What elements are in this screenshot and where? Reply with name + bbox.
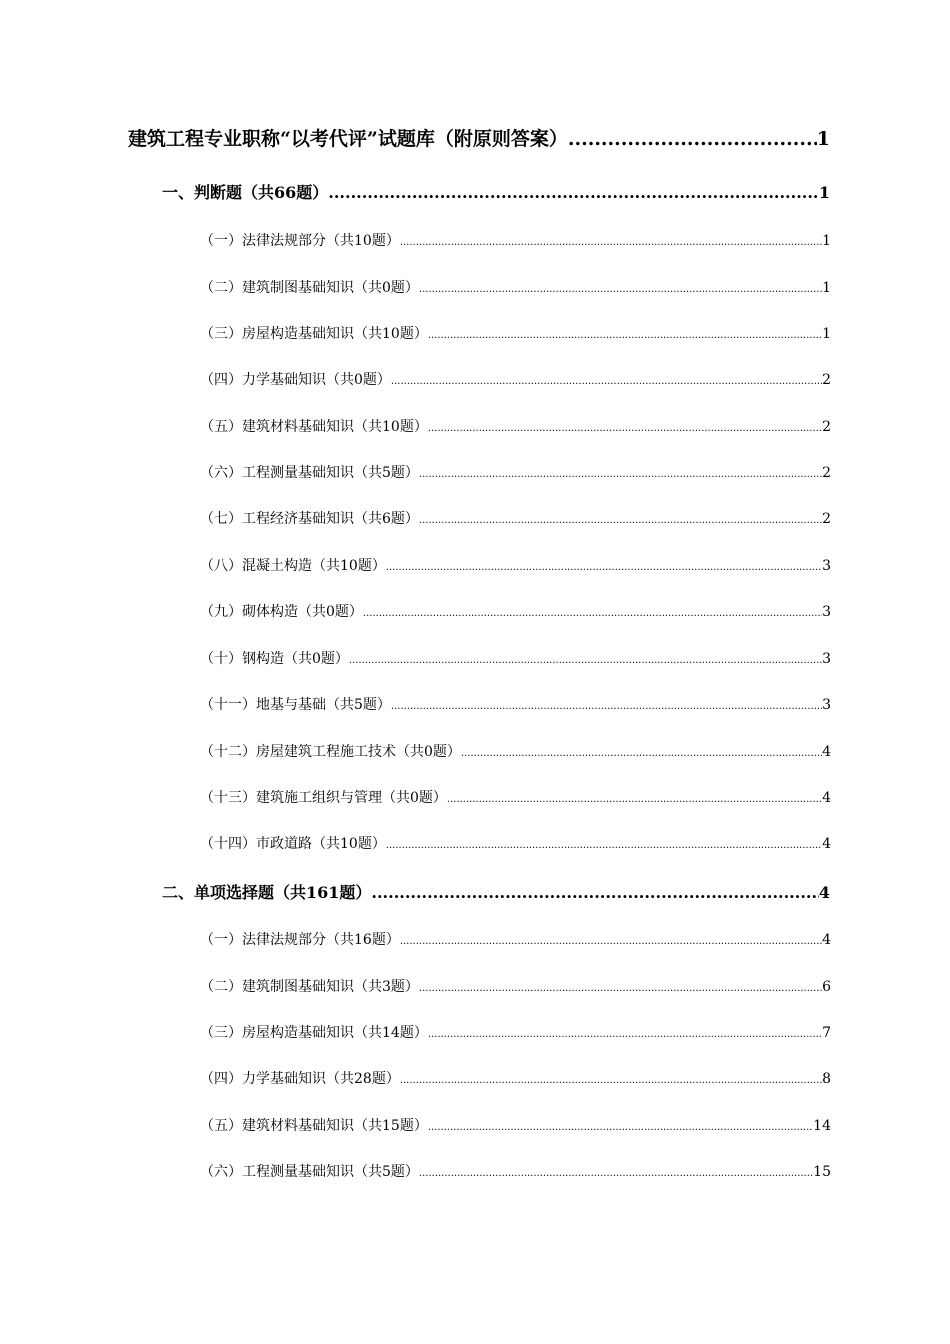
toc-entry-page: 2 [822, 465, 831, 481]
dot-leader [568, 128, 817, 150]
toc-entry[interactable] [200, 1022, 831, 1042]
toc-entry-text: （八）混凝土构造（共10题） [200, 558, 386, 574]
toc-section-text: 一、判断题（共66题） [162, 183, 329, 202]
toc-entry-page: 4 [822, 932, 831, 948]
dot-leader [391, 376, 822, 387]
toc-entry-page: 3 [822, 697, 831, 713]
dot-leader [391, 701, 822, 712]
toc-entry-text: （一）法律法规部分（共10题） [200, 233, 400, 249]
toc-section-page: 4 [818, 883, 830, 902]
toc-entry[interactable] [200, 508, 831, 528]
toc-entry[interactable] [200, 462, 831, 482]
toc-entry-text: （九）砌体构造（共0题） [200, 604, 363, 620]
toc-entry[interactable] [200, 416, 831, 436]
toc-entry-text: （一）法律法规部分（共16题） [200, 932, 400, 948]
toc-entry[interactable] [200, 1161, 831, 1181]
toc-entry-text: （十二）房屋建筑工程施工技术（共0题） [200, 744, 461, 760]
dot-leader [328, 183, 819, 202]
dot-leader [400, 1075, 822, 1086]
toc-entry-text: （五）建筑材料基础知识（共10题） [200, 419, 428, 435]
toc-entry-page: 8 [822, 1071, 831, 1087]
toc-entry[interactable] [200, 929, 831, 949]
toc-entry-page: 15 [813, 1164, 831, 1180]
toc-entry-page: 4 [822, 744, 831, 760]
toc-entry-text: （七）工程经济基础知识（共6题） [200, 511, 419, 527]
toc-entry-text: （六）工程测量基础知识（共5题） [200, 465, 419, 481]
toc-entry[interactable] [200, 741, 831, 761]
dot-leader [386, 562, 822, 573]
toc-entry-text: （三）房屋构造基础知识（共10题） [200, 326, 428, 342]
toc-entry-page: 3 [822, 651, 831, 667]
toc-entry-text: （三）房屋构造基础知识（共14题） [200, 1025, 428, 1041]
dot-leader [419, 469, 822, 480]
toc-entry-text: （五）建筑材料基础知识（共15题） [200, 1118, 428, 1134]
dot-leader [428, 423, 822, 434]
toc-entry-page: 14 [813, 1118, 831, 1134]
dot-leader [400, 936, 822, 947]
toc-entry-page: 4 [822, 790, 831, 806]
dot-leader [419, 1168, 813, 1179]
toc-entry[interactable] [200, 1115, 831, 1135]
dot-leader [363, 608, 822, 619]
toc-entry-page: 1 [822, 326, 831, 342]
toc-entry-page: 3 [822, 558, 831, 574]
toc-entry-page: 2 [822, 511, 831, 527]
dot-leader [349, 655, 822, 666]
toc-entry[interactable] [200, 555, 831, 575]
toc-entry-text: （四）力学基础知识（共28题） [200, 1071, 400, 1087]
toc-entry-text: （二）建筑制图基础知识（共3题） [200, 979, 419, 995]
toc-title-text: 建筑工程专业职称“以考代评”试题库（附原则答案） [128, 128, 568, 150]
dot-leader [428, 330, 822, 341]
toc-entry-page: 6 [822, 979, 831, 995]
toc-entry[interactable] [200, 277, 831, 297]
toc-entry-page: 1 [822, 233, 831, 249]
toc-section-heading[interactable] [162, 880, 830, 903]
dot-leader [428, 1122, 813, 1133]
toc-section-page: 1 [818, 183, 830, 202]
toc-entry[interactable] [200, 1068, 831, 1088]
dot-leader [461, 748, 822, 759]
toc-entry[interactable] [200, 694, 831, 714]
toc-entry[interactable] [200, 976, 831, 996]
toc-title[interactable] [128, 124, 830, 151]
dot-leader [447, 794, 822, 805]
toc-entry-text: （二）建筑制图基础知识（共0题） [200, 280, 419, 296]
toc-entry[interactable] [200, 369, 831, 389]
toc-entry[interactable] [200, 323, 831, 343]
toc-entry-text: （十三）建筑施工组织与管理（共0题） [200, 790, 447, 806]
toc-entry[interactable] [200, 833, 831, 853]
toc-title-page: 1 [816, 128, 830, 150]
toc-entry-text: （十四）市政道路（共10题） [200, 836, 386, 852]
toc-entry-page: 2 [822, 372, 831, 388]
dot-leader [419, 284, 822, 295]
toc-entry-text: （十）钢构造（共0题） [200, 651, 349, 667]
dot-leader [371, 883, 818, 902]
dot-leader [428, 1029, 822, 1040]
toc-entry[interactable] [200, 601, 831, 621]
dot-leader [419, 515, 822, 526]
toc-entry-text: （十一）地基与基础（共5题） [200, 697, 391, 713]
toc-entry[interactable] [200, 230, 831, 250]
toc-entry[interactable] [200, 787, 831, 807]
toc-section-text: 二、单项选择题（共161题） [162, 883, 372, 902]
toc-entry-page: 2 [822, 419, 831, 435]
toc-entry[interactable] [200, 648, 831, 668]
toc-entry-text: （六）工程测量基础知识（共5题） [200, 1164, 419, 1180]
toc-entry-page: 4 [822, 836, 831, 852]
toc-section-heading[interactable] [162, 180, 830, 203]
toc-entry-page: 3 [822, 604, 831, 620]
dot-leader [419, 983, 822, 994]
toc-entry-text: （四）力学基础知识（共0题） [200, 372, 391, 388]
dot-leader [400, 237, 822, 248]
toc-entry-page: 7 [822, 1025, 831, 1041]
toc-entry-page: 1 [822, 280, 831, 296]
dot-leader [386, 840, 822, 851]
